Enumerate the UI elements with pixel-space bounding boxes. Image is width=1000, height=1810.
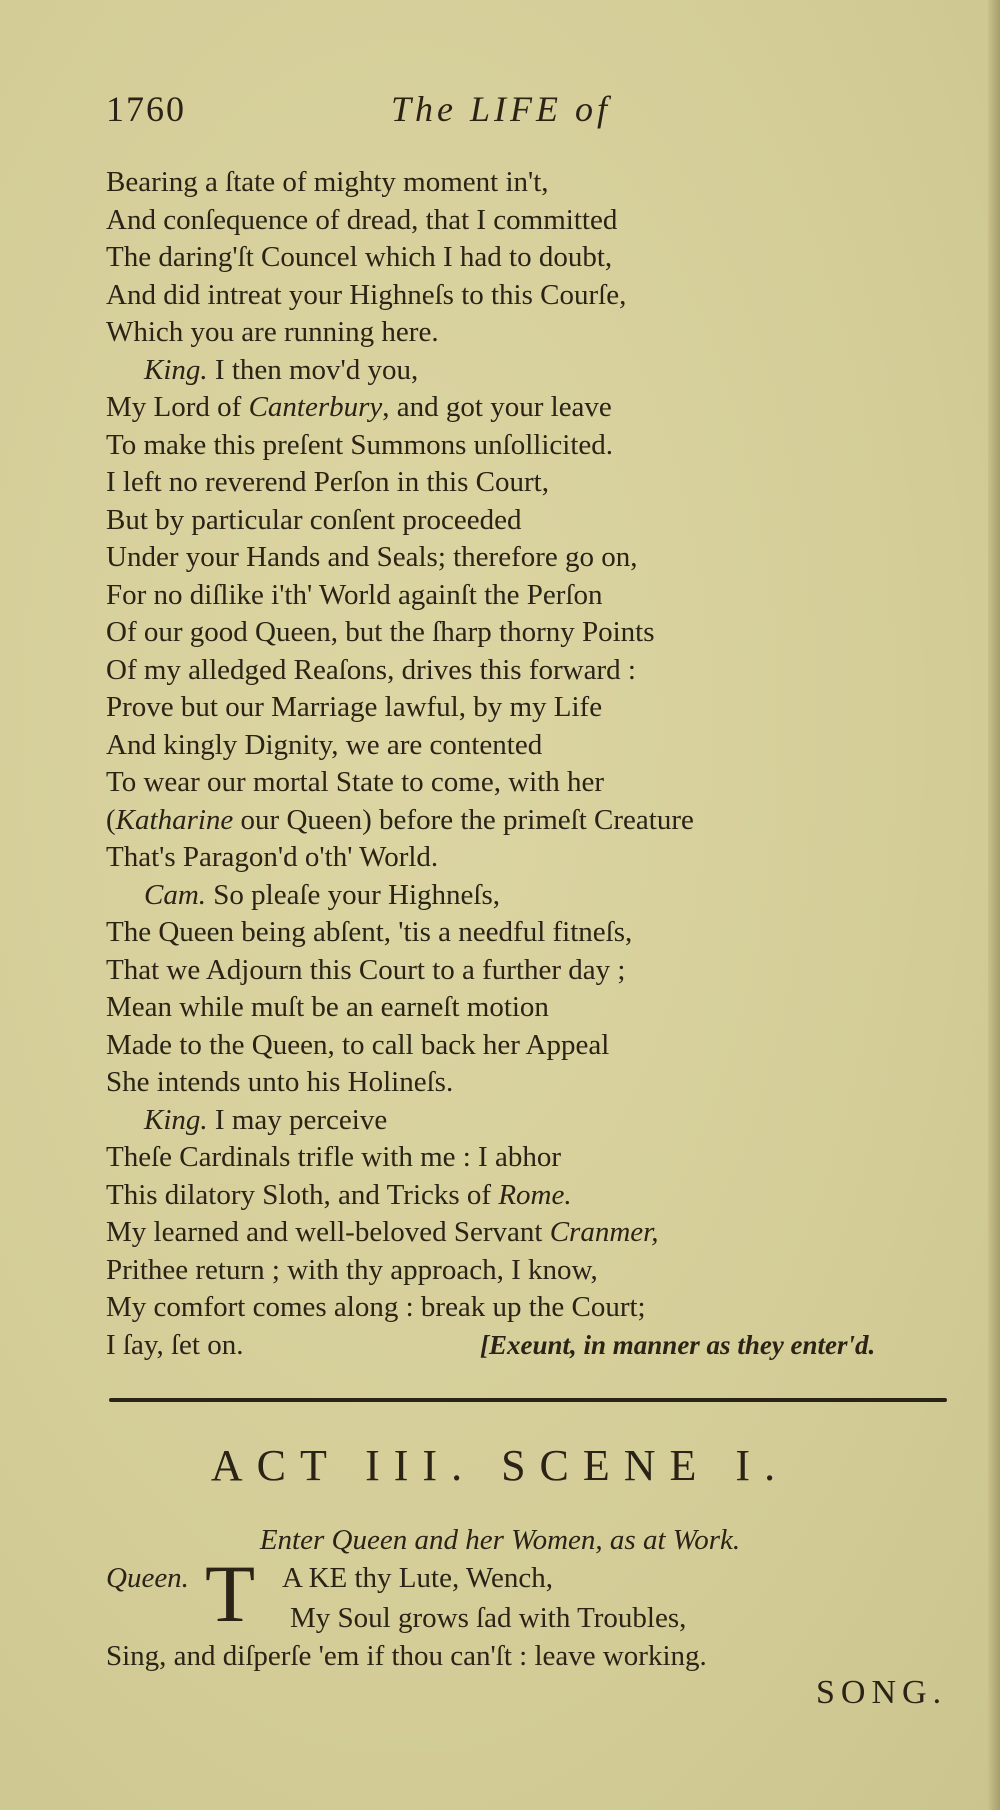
exit-stage-direction: [Exeunt, in manner as they enter'd. [480, 1329, 876, 1360]
page-number: 1760 [106, 89, 186, 129]
italic-text: King. [144, 1103, 208, 1136]
italic-text: Katharine [115, 803, 234, 836]
line-text: My learned and well-beloved Servant [106, 1216, 550, 1248]
scene-heading: ACT III. SCENE I. [210, 1441, 790, 1490]
line-text: My comfort comes along : break up the Court; [106, 1291, 646, 1323]
verse-line [106, 952, 986, 990]
line-text: That we Adjourn this Court to a further day ; [106, 953, 626, 986]
verse-line [106, 877, 986, 915]
line-text: Theſe Cardinals trifle with me : I abhor [106, 1141, 561, 1173]
verse-line [106, 614, 986, 652]
line-text: My Lord of [106, 391, 249, 423]
verse-line [106, 389, 986, 427]
verse-line [106, 1177, 986, 1215]
line-text: I ſay, ſet on. [106, 1328, 244, 1361]
stage-direction: Enter Queen and her Women, as at Work. [259, 1524, 741, 1556]
verse-line [106, 352, 986, 390]
verse-line [106, 427, 986, 465]
line-text: Made to the Queen, to call back her Appeal [106, 1028, 610, 1061]
verse-line [106, 1027, 986, 1065]
verse-line [106, 989, 986, 1027]
verse-line [106, 802, 986, 840]
line-text: And kingly Dignity, we are contented [106, 728, 543, 761]
verse-line [106, 164, 986, 202]
line-text: ( [106, 803, 116, 836]
line-text: To make this preſent Summons unſollicited. [106, 428, 614, 461]
line-text: Under your Hands and Seals; therefore go on, [106, 541, 638, 573]
verse-line [106, 689, 986, 727]
verse-line [106, 239, 986, 277]
verse-line [106, 764, 986, 802]
verse-line [106, 539, 986, 577]
verse-line [106, 464, 986, 502]
italic-text: Rome. [498, 1178, 572, 1211]
line-text: The daring'ſt Councel which I had to doubt, [106, 241, 613, 273]
line-text: So pleaſe your Highneſs, [206, 878, 501, 911]
italic-text: Canterbury [248, 391, 383, 423]
line-text: I may perceive [207, 1103, 388, 1136]
line-text: Of my alledged Reaſons, drives this forward : [106, 653, 636, 686]
italic-text: Cam. [144, 878, 207, 911]
line-text: Prithee return ; with thy approach, I know, [106, 1253, 598, 1286]
line-text: And did intreat your Highneſs to this Courſe, [106, 278, 627, 311]
verse-line [106, 277, 986, 315]
verse-line [106, 839, 986, 877]
verse-line: Sing, and diſperſe 'em if thou can'ſt : leave working. [106, 1640, 707, 1672]
verse-line [106, 1214, 986, 1252]
line-text: The Queen being abſent, 'tis a needful fitneſs, [106, 916, 633, 948]
line-text: She intends unto his Holineſs. [106, 1066, 454, 1098]
line-text: To wear our mortal State to come, with her [106, 766, 605, 798]
verse-line [106, 1289, 986, 1327]
verse-line [106, 1252, 986, 1290]
italic-text: Cranmer, [549, 1216, 659, 1248]
song-heading: SONG. [816, 1674, 948, 1711]
verse-line [106, 577, 986, 615]
line-text: Of our good Queen, but the ſharp thorny Points [106, 616, 655, 648]
verse-line [106, 314, 986, 352]
verse-line [106, 1327, 986, 1365]
verse-text [106, 164, 986, 1364]
verse-line [106, 502, 986, 540]
verse-line [106, 202, 986, 240]
verse-line [106, 914, 986, 952]
section-divider [109, 1398, 947, 1402]
speaker-label: Queen. [106, 1562, 189, 1594]
line-text: I left no reverend Perſon in this Court, [106, 466, 549, 498]
verse-line: My Soul grows ſad with Troubles, [290, 1602, 687, 1634]
line-text: For no diſlike i'th' World againſt the Perſon [106, 578, 603, 611]
verse-line [106, 1139, 986, 1177]
drop-cap: T [205, 1548, 256, 1639]
line-text: our Queen) before the primeſt Creature [233, 803, 694, 836]
line-text: But by particular conſent proceeded [106, 503, 522, 536]
verse-line [106, 1064, 986, 1102]
line-text: This dilatory Sloth, and Tricks of [106, 1178, 499, 1211]
verse-line [106, 1102, 986, 1140]
line-text: Prove but our Marriage lawful, by my Life [106, 691, 603, 723]
line-text: Which you are running here. [106, 316, 439, 348]
verse-line [106, 652, 986, 690]
line-text: I then mov'd you, [207, 353, 419, 386]
line-text: , and got your leave [382, 391, 612, 423]
italic-text: King. [144, 353, 208, 386]
verse-line: A KE thy Lute, Wench, [282, 1562, 553, 1594]
line-text: That's Paragon'd o'th' World. [106, 841, 439, 873]
page-header [106, 88, 806, 138]
line-text: Mean while muſt be an earneſt motion [106, 991, 549, 1023]
running-head: The LIFE of [391, 89, 611, 129]
verse-line [106, 727, 986, 765]
line-text: And conſequence of dread, that I committed [106, 203, 618, 236]
line-text: Bearing a ſtate of mighty moment in't, [106, 166, 549, 198]
